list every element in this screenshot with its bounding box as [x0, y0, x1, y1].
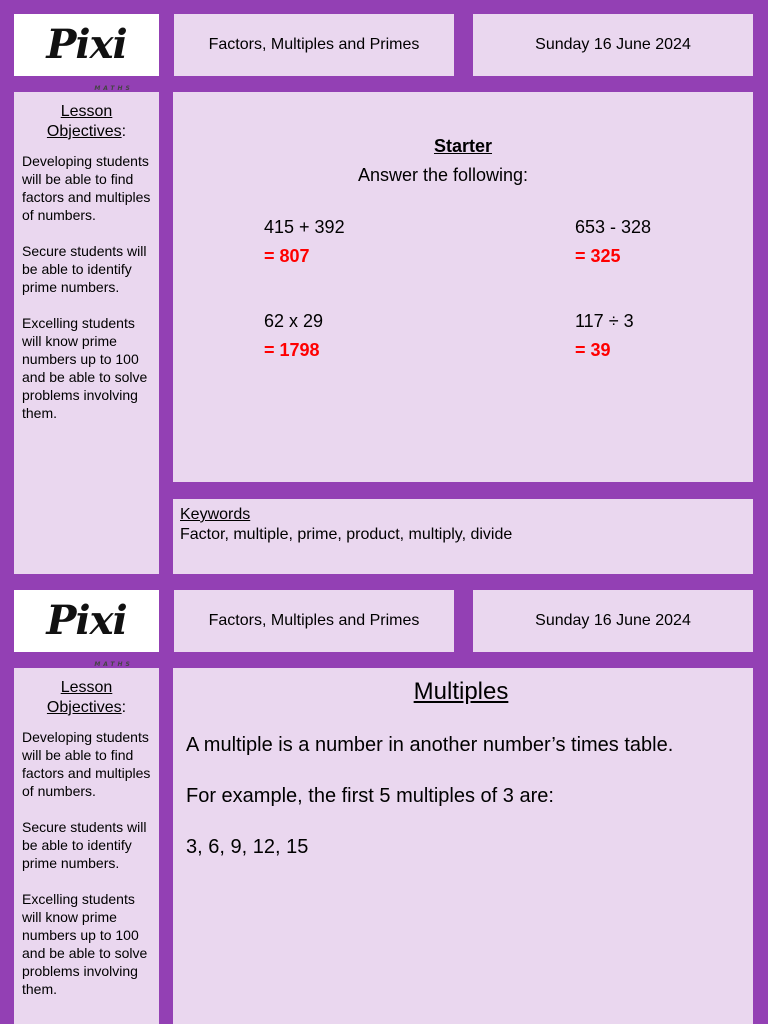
logo-panel: [14, 14, 159, 92]
objective-secure: Secure students will be able to identify prime numbers.: [22, 243, 147, 295]
multiples-example: For example, the first 5 multiples of 3 are:: [186, 785, 554, 807]
keywords-title: Keywords: [180, 506, 251, 523]
lesson-date: [473, 14, 753, 76]
lesson-objectives: [14, 92, 159, 574]
logo-text: Pixi: [46, 597, 127, 644]
answer-1: = 807: [264, 246, 310, 266]
date-text: Sunday 16 June 2024: [535, 612, 691, 629]
objective-excelling: Excelling students will know prime numbers up to 100 and be able to solve problems involving them.: [22, 315, 148, 421]
logo-subtext: MATHS: [94, 661, 133, 668]
multiples-panel: [173, 668, 753, 1024]
logo-text: Pixi: [46, 21, 127, 68]
answer-3: = 1798: [264, 340, 320, 360]
objective-developing: Developing students will be able to find factors and multiples of numbers.: [22, 153, 151, 223]
pixi-logo: [46, 597, 133, 668]
objective-secure: Secure students will be able to identify prime numbers.: [22, 819, 147, 871]
multiples-definition: A multiple is a number in another number’s times table.: [186, 734, 674, 756]
question-2: 653 - 328: [575, 217, 652, 237]
lesson-date: [473, 590, 753, 652]
answer-2: = 325: [575, 246, 621, 266]
pixi-logo: [46, 21, 133, 92]
question-4: 117 ÷ 3: [575, 311, 634, 331]
objectives-title: Lesson Objectives:: [46, 679, 127, 716]
question-3: 62 x 29: [264, 311, 324, 331]
answer-4: = 39: [575, 340, 611, 360]
question-1: 415 + 392: [264, 217, 345, 237]
date-text: Sunday 16 June 2024: [535, 36, 691, 53]
starter-panel: [173, 92, 753, 482]
objective-excelling: Excelling students will know prime numbers up to 100 and be able to solve problems involving them.: [22, 891, 148, 997]
keywords-panel: [173, 499, 753, 574]
topic-text: Factors, Multiples and Primes: [208, 612, 420, 629]
multiples-list: 3, 6, 9, 12, 15: [186, 836, 309, 858]
lesson-objectives: [14, 668, 159, 1024]
starter-title: Starter: [433, 136, 493, 156]
objectives-title: Lesson Objectives:: [46, 103, 127, 140]
keywords-list: Factor, multiple, prime, product, multiply, divide: [180, 526, 513, 543]
starter-subtitle: Answer the following:: [357, 165, 529, 185]
lesson-topic: [174, 590, 454, 652]
topic-text: Factors, Multiples and Primes: [208, 36, 420, 53]
multiples-title: Multiples: [413, 678, 509, 705]
lesson-topic: [174, 14, 454, 76]
logo-panel: [14, 590, 159, 668]
logo-subtext: MATHS: [94, 85, 133, 92]
objective-developing: Developing students will be able to find factors and multiples of numbers.: [22, 729, 151, 799]
